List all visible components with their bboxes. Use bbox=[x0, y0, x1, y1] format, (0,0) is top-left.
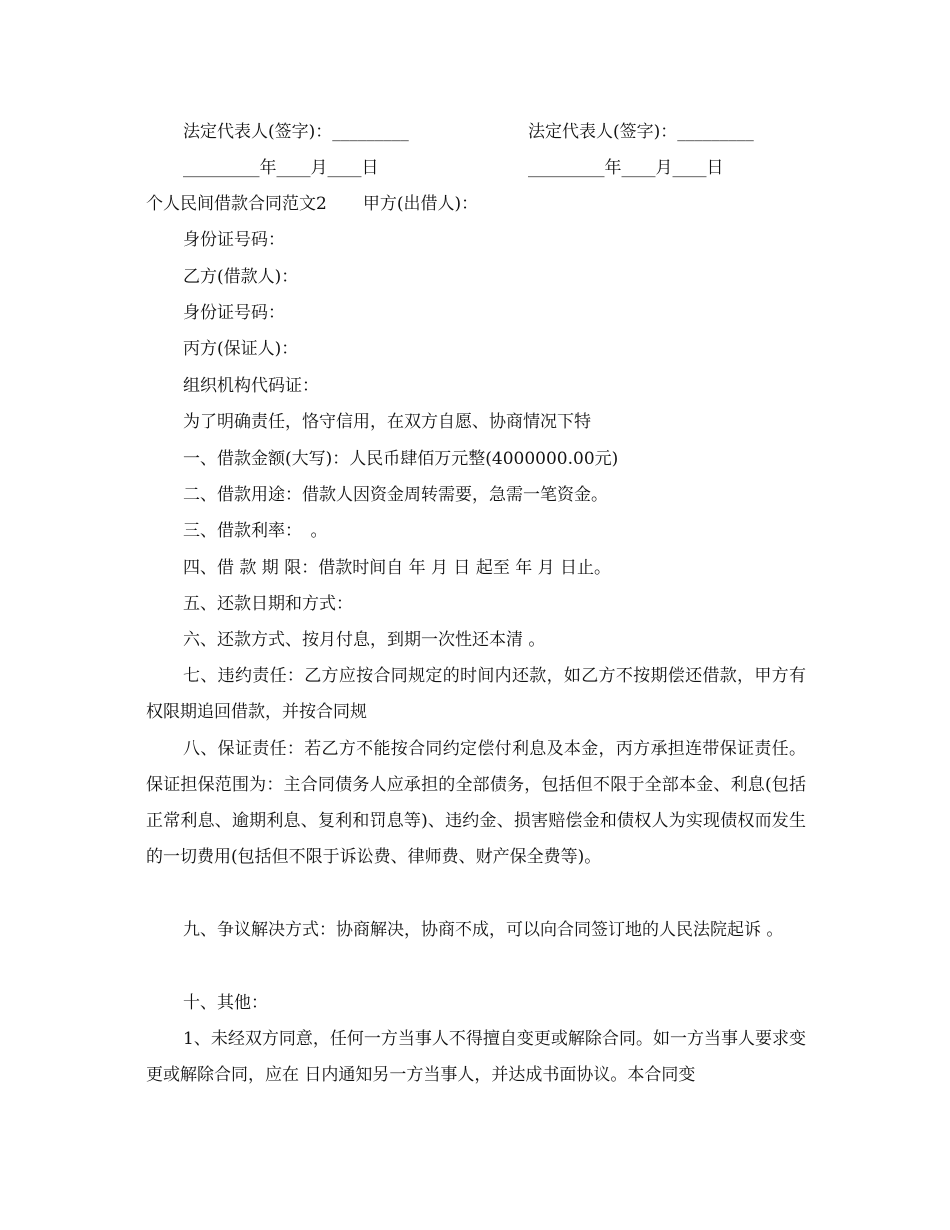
clause-dispute: 九、争议解决方式：协商解决，协商不成，可以向合同签订地的人民法院起诉 。 bbox=[183, 920, 784, 940]
id-number-line: 身份证号码： bbox=[183, 230, 285, 250]
clause-repayment-date: 五、还款日期和方式： bbox=[183, 594, 353, 614]
signature-date-left: _________年____月____日 bbox=[183, 158, 379, 178]
signature-date-right: _________年____月____日 bbox=[528, 158, 724, 178]
document-title: 个人民间借款合同范文2 bbox=[146, 194, 327, 214]
clause-breach: 七、违约责任：乙方应按合同规定的时间内还款，如乙方不按期偿还借款，甲方有权限期追回借款，并按合同规 bbox=[146, 666, 806, 722]
clause-purpose: 二、借款用途：借款人因资金周转需要，急需一笔资金。 bbox=[183, 485, 608, 505]
clause-repayment-method: 六、还款方式、按月付息，到期一次性还本清 。 bbox=[183, 630, 546, 650]
legal-rep-signature-left: 法定代表人(签字)：_________ bbox=[183, 122, 409, 142]
party-c-line: 丙方(保证人)： bbox=[183, 339, 299, 359]
preamble-line: 为了明确责任，恪守信用，在双方自愿、协商情况下特 bbox=[183, 412, 591, 432]
clause-interest: 三、借款利率： 。 bbox=[183, 521, 328, 541]
clause-other-item-1: 1、未经双方同意，任何一方当事人不得擅自变更或解除合同。如一方当事人要求变更或解除合同，应在 日内通知另一方当事人，并达成书面协议。本合同变 bbox=[146, 1029, 806, 1085]
id-number-line: 身份证号码： bbox=[183, 303, 285, 323]
clause-amount: 一、借款金额(大写)：人民币肆佰万元整(4000000.00元) bbox=[183, 449, 619, 469]
party-a-label: 甲方(出借人)： bbox=[362, 194, 479, 214]
legal-rep-signature-right: 法定代表人(签字)：_________ bbox=[528, 122, 754, 142]
clause-guarantee: 八、保证责任：若乙方不能按合同约定偿付利息及本金，丙方承担连带保证责任。保证担保范围为：主合同债务人应承担的全部债务，包括但不限于全部本金、利息(包括正常利息、逾期利息、复利和罚息等)、违约金、损害赔偿金和债权人为实现债权而发生的一切费用(包括但不限于诉讼费、律师费、财产保全费等)。 bbox=[146, 739, 806, 867]
document-heading bbox=[146, 194, 478, 214]
party-b-line: 乙方(借款人)： bbox=[183, 267, 299, 287]
org-code-line: 组织机构代码证： bbox=[183, 376, 319, 396]
clause-other: 十、其他： bbox=[183, 993, 268, 1013]
clause-term: 四、借 款 期 限：借款时间自 年 月 日 起至 年 月 日止。 bbox=[183, 558, 612, 578]
